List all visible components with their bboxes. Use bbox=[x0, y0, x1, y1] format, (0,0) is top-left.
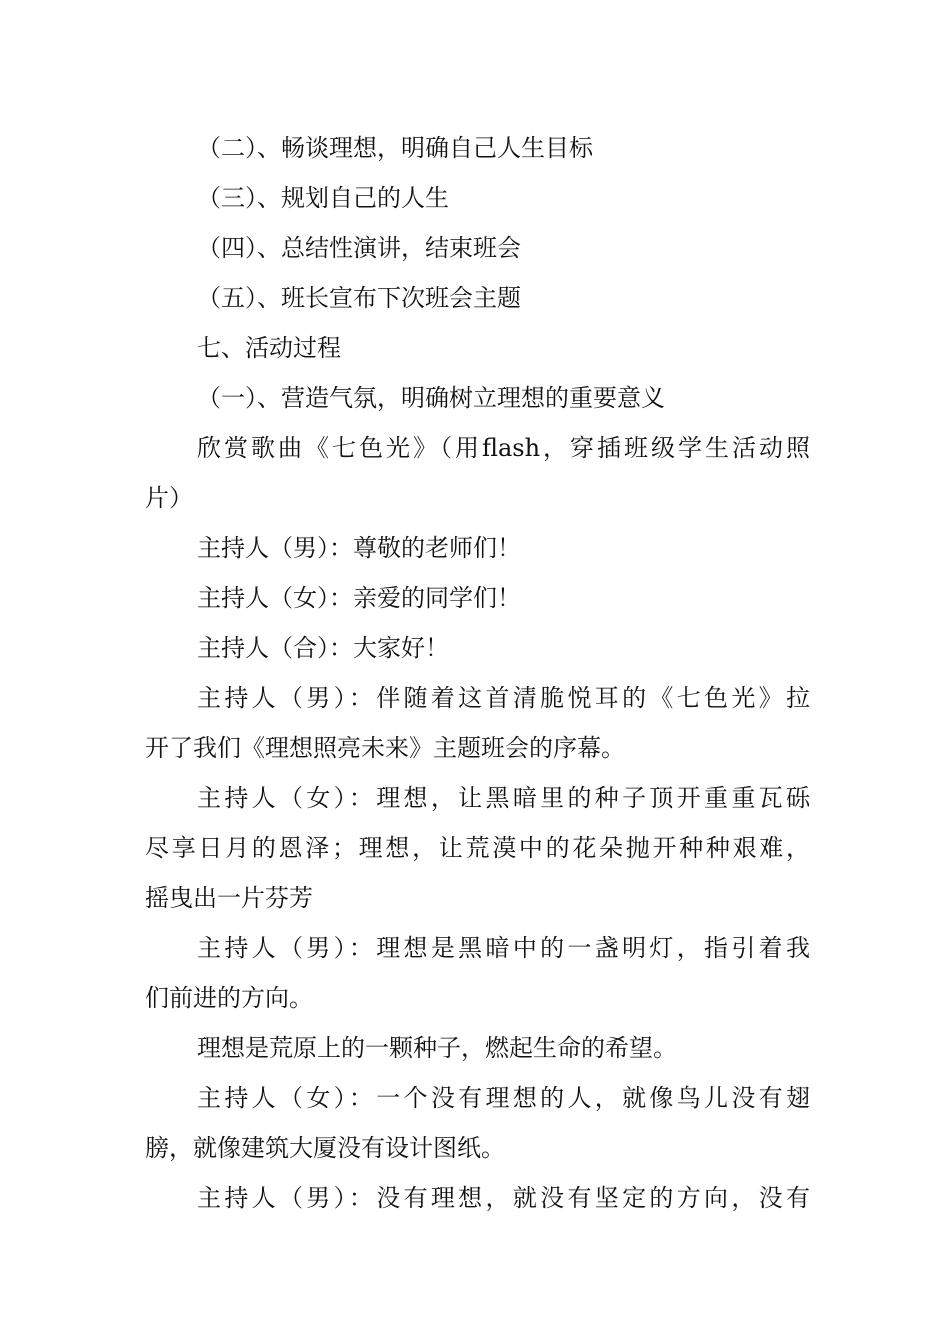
text-line: 欣赏歌曲《七色光》（用flash，穿插班级学生活动照 bbox=[197, 434, 810, 462]
text-line: 主持人（女）：一个没有理想的人，就像鸟儿没有翅 bbox=[197, 1084, 810, 1112]
text-line: 主持人（男）：尊敬的老师们！ bbox=[197, 534, 521, 562]
text-line: （五）、班长宣布下次班会主题 bbox=[197, 284, 521, 312]
text-line: 主持人（女）：理想，让黑暗里的种子顶开重重瓦砾 bbox=[197, 784, 810, 812]
text-line: 尽享日月的恩泽；理想，让荒漠中的花朵抛开种种艰难， bbox=[145, 834, 810, 862]
text-line: 摇曳出一片芬芳 bbox=[145, 884, 313, 912]
text-line: 膀，就像建筑大厦没有设计图纸。 bbox=[145, 1134, 505, 1162]
text-line: 主持人（男）：伴随着这首清脆悦耳的《七色光》拉 bbox=[197, 684, 810, 712]
text-line: 开了我们《理想照亮未来》主题班会的序幕。 bbox=[145, 734, 625, 762]
text-line: 主持人（男）：理想是黑暗中的一盏明灯，指引着我 bbox=[197, 934, 810, 962]
text-line: 理想是荒原上的一颗种子，燃起生命的希望。 bbox=[197, 1034, 677, 1062]
text-line: 们前进的方向。 bbox=[145, 984, 313, 1012]
text-line: 主持人（男）：没有理想，就没有坚定的方向，没有 bbox=[197, 1184, 810, 1212]
text-line: （三）、规划自己的人生 bbox=[197, 184, 449, 212]
text-line: 主持人（女）：亲爱的同学们！ bbox=[197, 584, 521, 612]
text-line: 片） bbox=[145, 484, 193, 512]
text-line: （一）、营造气氛，明确树立理想的重要意义 bbox=[197, 384, 665, 412]
text-line: 主持人（合）：大家好！ bbox=[197, 634, 449, 662]
text-line: （四）、总结性演讲，结束班会 bbox=[197, 234, 521, 262]
section-heading: 七、活动过程 bbox=[197, 334, 341, 362]
text-line: （二）、畅谈理想，明确自己人生目标 bbox=[197, 134, 593, 162]
